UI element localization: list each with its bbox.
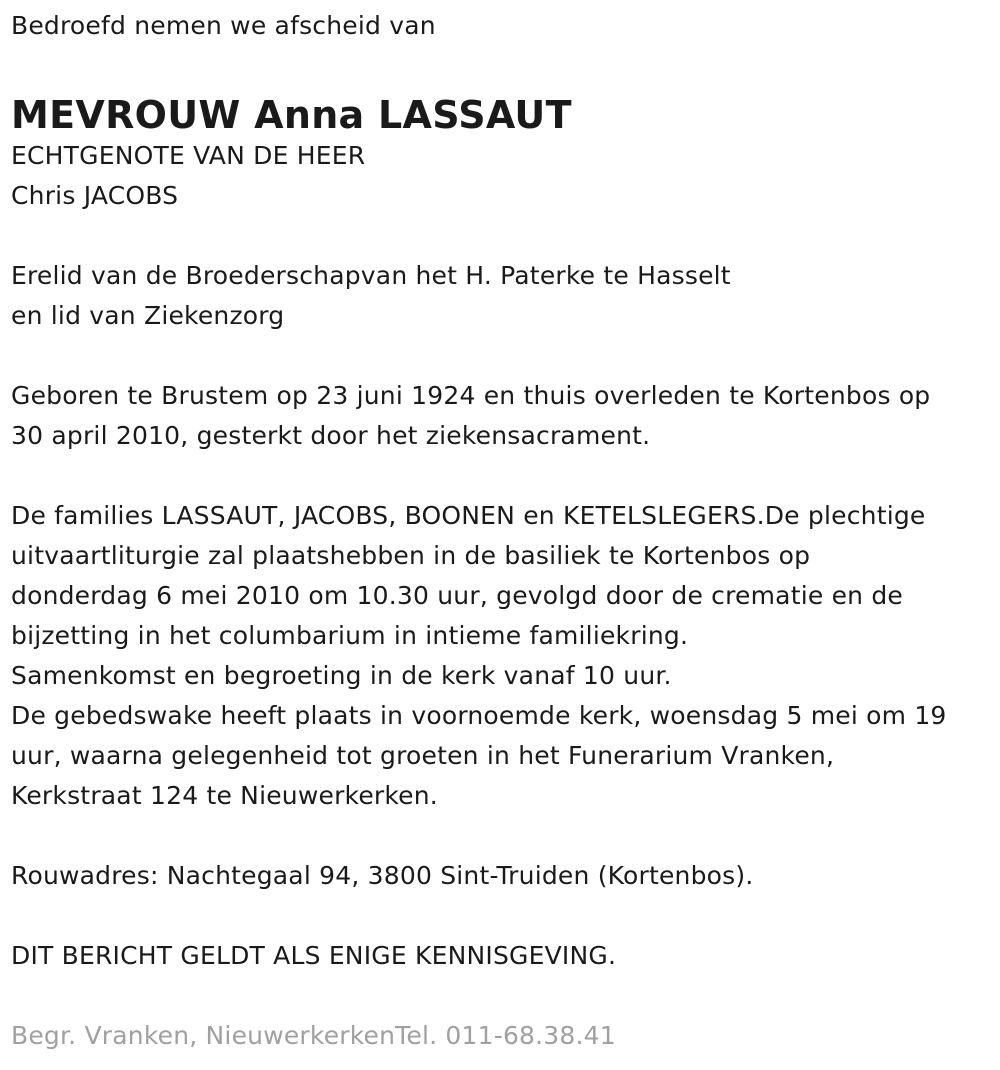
birth-death-line: 30 april 2010, gesterkt door het ziekensacrament. [11,421,651,450]
birth-death-paragraph [11,376,991,456]
funeral-details-paragraph [11,496,991,816]
intro-text: Bedroefd nemen we afscheid van [11,11,436,40]
funeral-details-line: De families LASSAUT, JACOBS, BOONEN en KETELSLEGERS.De plechtige [11,501,926,530]
spacer [11,976,991,1016]
membership-line: en lid van Ziekenzorg [11,301,285,330]
deceased-name: MEVROUW Anna LASSAUT [11,93,572,137]
birth-death-line: Geboren te Brustem op 23 juni 1924 en thuis overleden te Kortenbos op [11,381,931,410]
spacer [11,216,991,256]
membership-line: Erelid van de Broederschapvan het H. Paterke te Hasselt [11,261,731,290]
funeral-details-line: donderdag 6 mei 2010 om 10.30 uur, gevolgd door de crematie en de [11,581,904,610]
funeral-details-line: De gebedswake heeft plaats in voornoemde kerk, woensdag 5 mei om 19 [11,701,947,730]
notice-statement: DIT BERICHT GELDT ALS ENIGE KENNISGEVING. [11,941,617,970]
memberships-paragraph [11,256,991,336]
funeral-details-line: uitvaartliturgie zal plaatshebben in de basiliek te Kortenbos op [11,541,811,570]
spouse-relation: ECHTGENOTE VAN DE HEER [11,141,366,170]
funeral-details-line: Samenkomst en begroeting in de kerk vanaf 10 uur. [11,661,672,690]
funeral-details-line: Kerkstraat 124 te Nieuwerkerken. [11,781,438,810]
spacer [11,896,991,936]
spacer [11,336,991,376]
spacer [11,46,991,86]
spacer [11,456,991,496]
funeral-home-contact: Begr. Vranken, NieuwerkerkenTel. 011-68.38.41 [11,1021,616,1050]
funeral-details-line: uur, waarna gelegenheid tot groeten in het Funerarium Vranken, [11,741,835,770]
death-notice [11,6,991,1056]
spouse-name: Chris JACOBS [11,181,179,210]
spacer [11,816,991,856]
funeral-details-line: bijzetting in het columbarium in intieme familiekring. [11,621,689,650]
mourning-address: Rouwadres: Nachtegaal 94, 3800 Sint-Truiden (Kortenbos). [11,861,754,890]
